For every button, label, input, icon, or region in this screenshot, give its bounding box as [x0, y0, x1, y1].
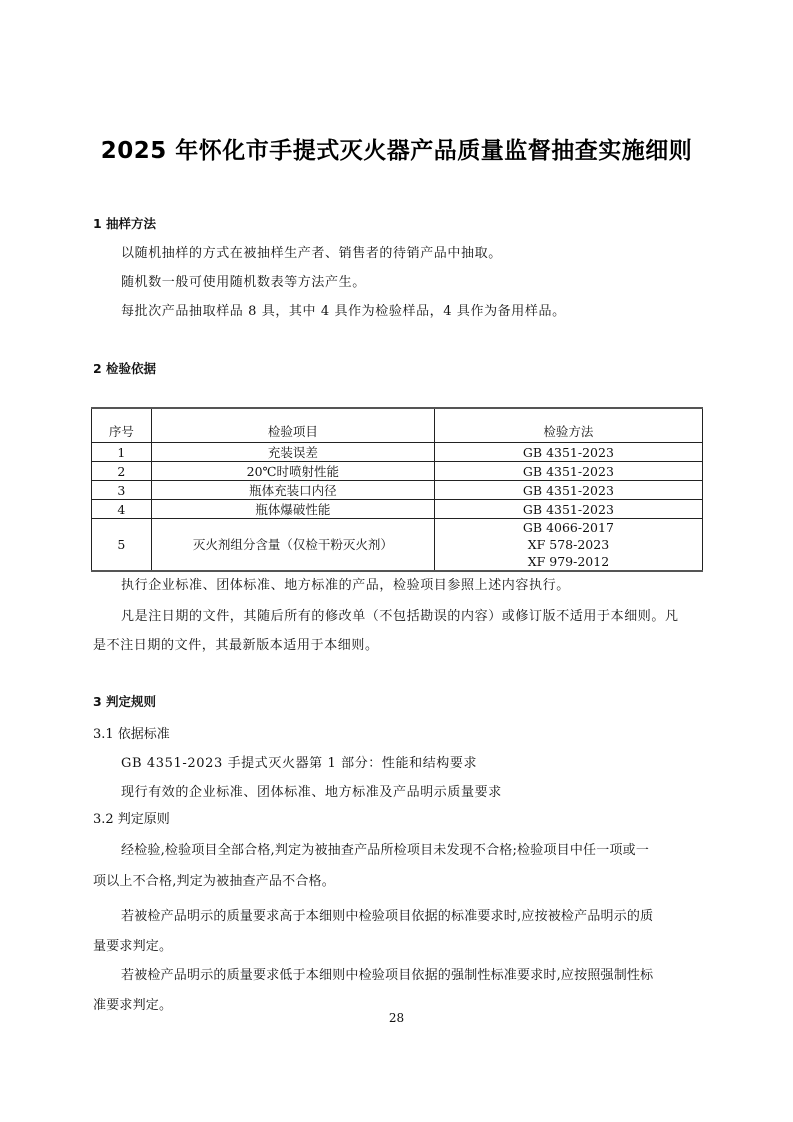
cell-inspection-method: GB 4351-2023	[434, 481, 702, 500]
section-2-note: 执行企业标准、团体标准、地方标准的产品，检验项目参照上述内容执行。	[121, 578, 570, 593]
judgement-paragraph: 若被检产品明示的质量要求高于本细则中检验项目依据的标准要求时,应按被检产品明示的质	[121, 909, 654, 924]
standard-item: GB 4351-2023 手提式灭火器第 1 部分：性能和结构要求	[121, 756, 478, 771]
header-inspection-method: 检验方法	[434, 408, 702, 443]
table-row	[92, 443, 703, 462]
cell-serial-no: 2	[92, 462, 152, 481]
section-3-heading: 3 判定规则	[93, 694, 157, 709]
section-1-paragraph: 随机数一般可使用随机数表等方法产生。	[121, 275, 366, 290]
section-1-paragraph: 以随机抽样的方式在被抽样生产者、销售者的待销产品中抽取。	[121, 246, 502, 261]
cell-inspection-method: GB 4351-2023	[434, 462, 702, 481]
method-line: XF 578-2023	[527, 537, 610, 552]
section-2-note-continued: 是不注日期的文件，其最新版本适用于本细则。	[93, 638, 379, 653]
method-line: XF 979-2012	[527, 554, 610, 569]
cell-serial-no: 5	[92, 519, 152, 572]
table-row	[92, 481, 703, 500]
table-header-row	[92, 408, 703, 443]
cell-inspection-item: 瓶体充装口内径	[151, 481, 434, 500]
cell-inspection-method	[434, 519, 702, 572]
judgement-paragraph-continued: 准要求判定。	[93, 998, 173, 1013]
cell-serial-no: 4	[92, 500, 152, 519]
section-2-note: 凡是注日期的文件，其随后所有的修改单（不包括勘误的内容）或修订版不适用于本细则。凡	[121, 609, 679, 624]
table-row	[92, 462, 703, 481]
cell-serial-no: 1	[92, 443, 152, 462]
section-2-heading: 2 检验依据	[93, 361, 157, 376]
judgement-paragraph: 经检验,检验项目全部合格,判定为被抽查产品所检项目未发现不合格;检验项目中任一项或一	[121, 843, 650, 858]
judgement-paragraph: 若被检产品明示的质量要求低于本细则中检验项目依据的强制性标准要求时,应按照强制性标	[121, 968, 654, 983]
page-number: 28	[388, 1011, 405, 1025]
standard-item: 现行有效的企业标准、团体标准、地方标准及产品明示质量要求	[121, 785, 502, 800]
cell-inspection-method: GB 4351-2023	[434, 443, 702, 462]
judgement-paragraph-continued: 项以上不合格,判定为被抽查产品不合格。	[93, 874, 335, 889]
document-title: 2025 年怀化市手提式灭火器产品质量监督抽查实施细则	[100, 138, 693, 164]
judgement-paragraph-continued: 量要求判定。	[93, 939, 173, 954]
inspection-basis-table	[91, 407, 703, 572]
method-line: GB 4066-2017	[522, 520, 614, 535]
header-inspection-item: 检验项目	[151, 408, 434, 443]
section-1-heading: 1 抽样方法	[93, 216, 157, 231]
table-row	[92, 519, 703, 572]
table-row	[92, 500, 703, 519]
cell-inspection-item: 瓶体爆破性能	[151, 500, 434, 519]
subsection-3-1-heading: 3.1 依据标准	[93, 727, 170, 742]
subsection-3-2-heading: 3.2 判定原则	[93, 812, 170, 827]
cell-serial-no: 3	[92, 481, 152, 500]
section-1-paragraph: 每批次产品抽取样品 8 具，其中 4 具作为检验样品，4 具作为备用样品。	[121, 304, 566, 319]
header-serial-no: 序号	[92, 408, 152, 443]
cell-inspection-item: 充装误差	[151, 443, 434, 462]
cell-inspection-item: 灭火剂组分含量（仅检干粉灭火剂）	[151, 519, 434, 572]
cell-inspection-item: 20℃时喷射性能	[151, 462, 434, 481]
cell-inspection-method: GB 4351-2023	[434, 500, 702, 519]
